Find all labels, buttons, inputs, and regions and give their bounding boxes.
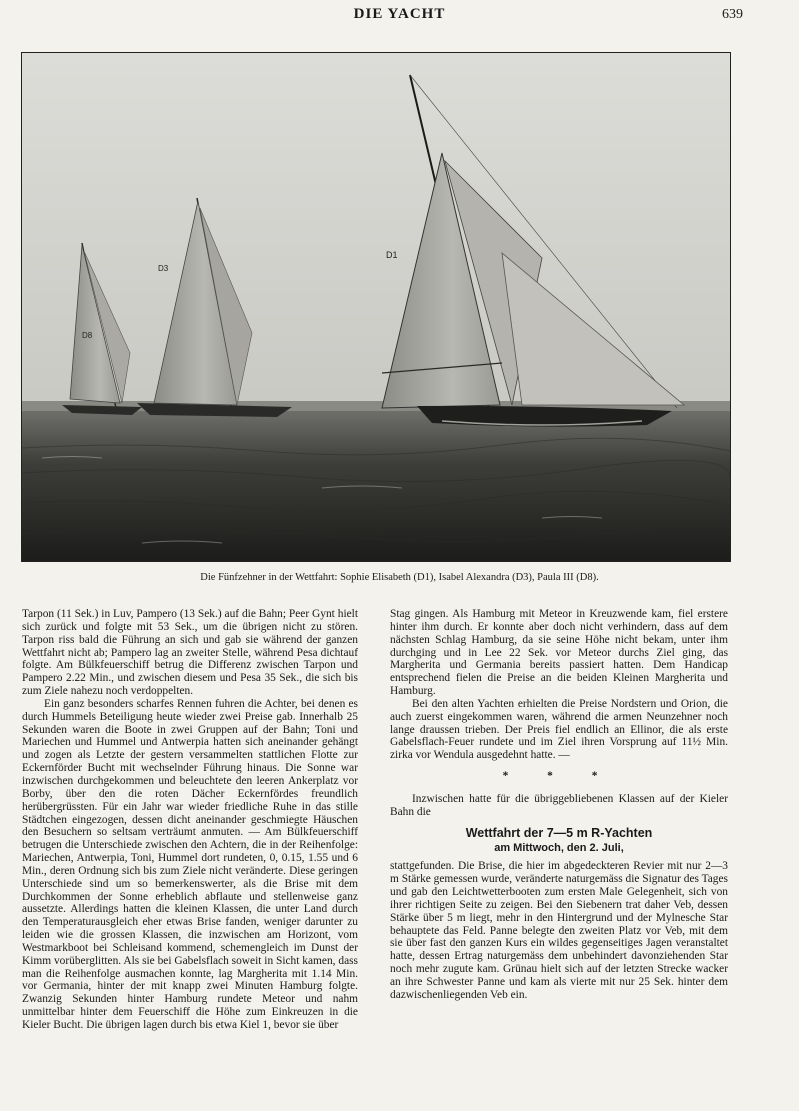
journal-title: DIE YACHT: [353, 6, 446, 22]
paragraph: Bei den alten Yachten erhielten die Preise Nordstern und Orion, die auch zuerst eingekommen waren, während die armen Neunzehner noch lange draussen trieben. Der Preis fiel endlich an Ellinor, die als erste Gabelsflach-Feuer rundete und im Ziel ihren Vorsprung auf 11½ Min. zirka vor Wendula ausgedehnt hatte. —: [390, 697, 728, 762]
section-separator: * * *: [502, 770, 616, 783]
regatta-photo: [21, 52, 731, 562]
sailing-yachts-illustration: [22, 53, 730, 561]
left-column: [22, 608, 358, 1032]
figure-caption: Die Fünfzehner in der Wettfahrt: Sophie Elisabeth (D1), Isabel Alexandra (D3), Paula III (D8).: [200, 572, 599, 583]
paragraph: stattgefunden. Die Brise, die hier im abgedeckteren Revier mit nur 2—3 m Stärke gemessen wurde, veränderte naturgemäss die Signatur des Tages und gab den Leichtwetterbooten zum ersten Male Gelegenheit, sich von ihrer richtigen Seite zu zeigen. Bei den Siebenern trat daher Veb, dessen Stärke über 5 m liegt, mehr in den Hintergrund und der Mylnesche Star behauptete das Feld. Panne belegte den zweiten Platz vor Veb, mit dem sie über fast den ganzen Kurs ein wildes gegenseitiges Jagen veranstaltet hatte, dessen Ertrag naturgemäss dem unbehindert davonziehenden Star noch mehr zugute kam. Grünau hielt sich auf der letzten Strecke wacker an ihre Schwester Panne und kam als vierte mit nur 25 Sek. hinter dem dazwischenliegenden Veb ein.: [390, 860, 728, 1001]
paragraph: Ein ganz besonders scharfes Rennen fuhren die Achter, bei denen es durch Hummels Beteiligung heute wieder zwei Preise gab. Innerhalb 25 Sekunden waren die Boote in zwei Gruppen auf der Bahn; Toni und Mariechen und Hummel und Antwerpia hatten sich aneinander gehängt und zogen als Letzte der gestern versammelten stattlichen Flotte zur Eckernförder Bucht mit wechselnder Führung hinaus. Die Sonne war inzwischen durchgekommen und beleuchtete den leeren Ankerplatz vor Borby, über den die roten Dächer Eckernfördes freundlich herübergrüssten. Für ein Jahr war wieder friedliche Ruhe in das stille Städtchen eingezogen, dessen dicht aneinander geschmiegte Häuschen den Besuchern so seltsam verträumt anmuten. — Am Bülkfeuerschiff betrugen die Unterschiede zwischen den Achtern, die in der Reihenfolge: Mariechen, Antwerpia, Toni, Hummel dort rundeten, 0, 0.15, 1.55 und 6 Min., deren Ordnung sich bis zum Ziele nicht veränderte. Diese geringen Unterschiede sind um so bemerkenswerter, als die Brise mit dem Durchkommen der Sonne erheblich abflaute und stellenweise ganz aussetzte. Allerdings hatten die kleinen Klassen, die unter Land durch den Temperaturausgleich eher etwas Brise fanden, weniger darunter zu leiden wie die grossen Klassen, die inzwischen am Horizont, vom Westmarkboot bei Schleisand kommend, schemengleich im Dunst der Kimm vorüberglitten. Als sie bei Gabelsflach soweit in Sicht kamen, dass man die Reihenfolge ausmachen konnte, lag Margherita mit 1.14 Min. vor Germania, hinter der mit knapp zwei Minuten Hamburg folgte. Zwanzig Sekunden hinter Hamburg rundete Meteor und nahm unmittelbar hinter dem Feuerschiff die Höhe zum Einkreuzen in die Kieler Bucht. Die übrigen lagen durch bis etwa Kiel 1, bevor sie über: [22, 697, 358, 1031]
sail-number-middle: D3: [158, 264, 169, 273]
paragraph: Inzwischen hatte für die übriggebliebenen Klassen auf der Kieler Bahn die: [390, 792, 728, 818]
section-heading: Wettfahrt der 7—5 m R-Yachten: [465, 825, 653, 840]
page-header: [0, 6, 799, 28]
page-number: 639: [722, 7, 743, 22]
section-subheading: am Mittwoch, den 2. Juli,: [494, 841, 624, 854]
sail-number-far: D8: [82, 331, 93, 340]
paragraph: Stag gingen. Als Hamburg mit Meteor in Kreuzwende kam, fiel erstere hinter ihm durch. Er konnte aber doch nicht verhindern, dass auf dem nächsten Schlag Hamburg, da sie seine Höhe nicht bekam, unter ihm durchging und in Lee 22 Sek. vor Meteor durchs Ziel ging, das Margherita und Germania bereits passiert hatten. Dem Handicap entsprechend fielen die Preise an die beiden Kleinen Margherita und Hamburg.: [390, 608, 728, 698]
right-column: [390, 608, 728, 1002]
sail-number-near: D1: [386, 250, 398, 260]
paragraph: Tarpon (11 Sek.) in Luv, Pampero (13 Sek.) auf die Bahn; Peer Gynt hielt sich zurück und folgte mit 53 Sek., um die übrigen nicht zu stören. Tarpon riss bald die Führung an sich und gab sie während der ganzen Wettfahrt nicht ab; Pampero lag an zweiter Stelle, während Pesa dichtauf folgte. Am Bülkfeuerschiff betrug die Differenz zwischen Tarpon und Pampero 2.22 Min., und zwischen diesem und Pesa 35 Sek., die sich bis zum Ziele nahezu noch verdoppelten.: [22, 608, 358, 698]
